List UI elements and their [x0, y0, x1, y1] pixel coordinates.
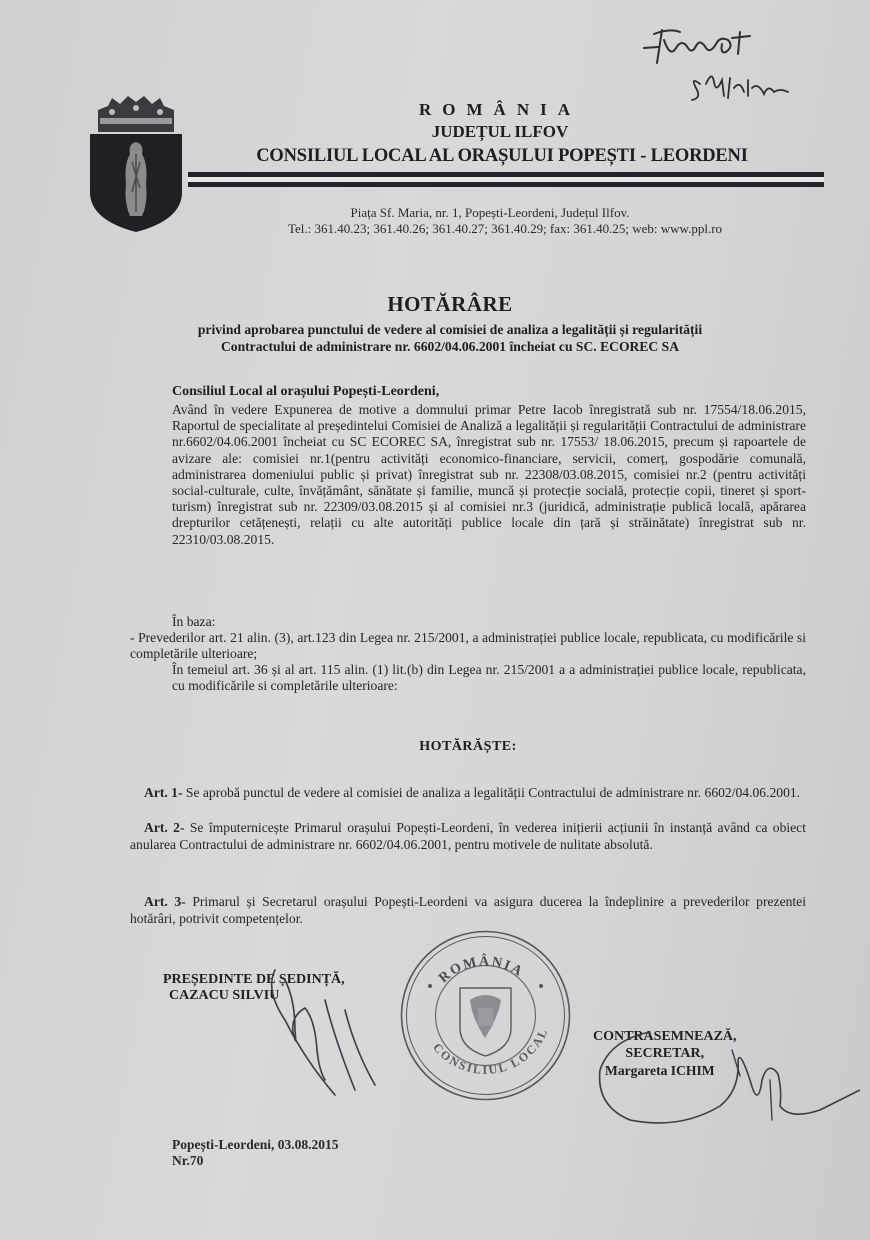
president-name: CAZACU SILVIU	[169, 988, 280, 1003]
city-coat-of-arms-icon	[88, 92, 184, 234]
decision-number: Nr.70	[172, 1153, 204, 1168]
legal-basis-heading: În baza:	[172, 614, 216, 629]
seal-top-text: ROMÂNIA	[436, 954, 527, 987]
article-1	[130, 785, 806, 802]
secretary-title: SECRETAR,	[625, 1046, 705, 1061]
secretary-name: Margareta ICHIM	[605, 1063, 715, 1078]
subtitle-line-2: Contractului de administrare nr. 6602/04.06.2001 încheiat cu SC. ECOREC SA	[220, 339, 680, 354]
article-label: Art. 2-	[144, 820, 185, 835]
letterhead-address: Piața Sf. Maria, nr. 1, Popești-Leordeni, Județul Ilfov.	[350, 205, 630, 220]
letterhead-stripe	[188, 172, 824, 188]
seal-bottom-text: CONSILIUL LOCAL	[430, 1025, 551, 1077]
handwritten-note	[640, 18, 840, 108]
official-seal-icon	[398, 928, 573, 1103]
article-label: Art. 1-	[144, 785, 183, 800]
secretary-signature-icon	[590, 1020, 860, 1130]
preamble-paragraph	[130, 402, 806, 548]
president-signature-icon	[255, 960, 405, 1100]
temei-text: În temeiul art. 36 și al art. 115 alin. (1) lit.(b) din Legea nr. 215/2001 a a administrației publice locale, republicata, cu modificările si completările ulterioare:	[172, 662, 806, 694]
countersign-title: CONTRASEMNEAZĂ,	[593, 1029, 737, 1044]
legal-basis-temei	[130, 662, 806, 694]
letterhead-contact: Tel.: 361.40.23; 361.40.26; 361.40.27; 361.40.29; fax: 361.40.25; web: www.ppl.ro	[287, 221, 723, 236]
subtitle-line-1: privind aprobarea punctului de vedere al comisiei de analiza a legalității și regularității	[197, 322, 703, 337]
document-title: HOTĂRÂRE	[387, 292, 513, 316]
article-text: Se aprobă punctul de vedere al comisiei de analiza a legalității Contractului de administrare nr. 6602/04.06.2001.	[185, 785, 801, 800]
president-title: PREȘEDINTE DE ȘEDINȚĂ,	[163, 972, 345, 987]
article-label: Art. 3-	[144, 894, 186, 909]
letterhead-country: ROMÂNIA	[419, 100, 581, 119]
article-2	[130, 820, 806, 853]
document-subtitle	[100, 321, 800, 355]
article-text: Se împuternicește Primarul orașului Popești-Leordeni, în vederea inițierii acțiunii în instanță având ca obiect anularea Contractului de administrare nr. 6602/04.06.2001, pentru motivele de nulitate absolută.	[130, 820, 806, 852]
letterhead-council: CONSILIUL LOCAL AL ORAȘULUI POPEȘTI - LEORDENI	[256, 146, 748, 166]
council-greeting: Consiliul Local al orașului Popești-Leordeni,	[172, 384, 440, 399]
decides-heading: HOTĂRĂȘTE:	[419, 739, 517, 754]
article-3	[130, 894, 806, 927]
letterhead-county: JUDEȚUL ILFOV	[431, 122, 569, 141]
svg-text:ROMÂNIA	[436, 953, 526, 987]
preamble-text: Având în vedere Expunerea de motive a domnului primar Petre Iacob înregistrată sub nr. 17554/18.06.2015, Raportul de specialitate al președintelui Comisiei de Analiză a legalității și regularității Contractului de administrare nr.6602/04.06.2001 încheiat cu SC ECOREC SA, înregistrat sub nr. 17553/ 18.06.2015, precum și rapoartele de avizare ale: comisiei nr.1(pentru activități economico-financiare, servicii, comerț, gospodărie comunală, administrarea domeniului public și privat) înregistrat sub nr. 22308/03.08.2015, comisiei nr.2 (pentru activități social-culturale, culte, învățământ, sănătate și familie, muncă și protecție socială, protecție copii, tineret și sport-turism) înregistrat sub nr. 22309/03.08.2015 și al comisiei nr.3 (juridică, administrație publică locală, apărarea drepturilor cetățenești, relații cu alte autorități publice locale din țară și străinătate) înregistrat sub nr. 22310/03.08.2015.	[172, 402, 806, 547]
place-date-block	[172, 1137, 339, 1169]
legal-basis-provisions: - Prevederilor art. 21 alin. (3), art.123 din Legea nr. 215/2001, a administrației publice locale, republicata, cu modificările si completările ulterioare;	[130, 630, 806, 662]
article-text: Primarul și Secretarul orașului Popești-Leordeni va asigura ducerea la îndeplinire a prevederilor prezentei hotărâri, potrivit competențelor.	[130, 894, 806, 926]
place-date: Popești-Leordeni, 03.08.2015	[172, 1137, 339, 1152]
